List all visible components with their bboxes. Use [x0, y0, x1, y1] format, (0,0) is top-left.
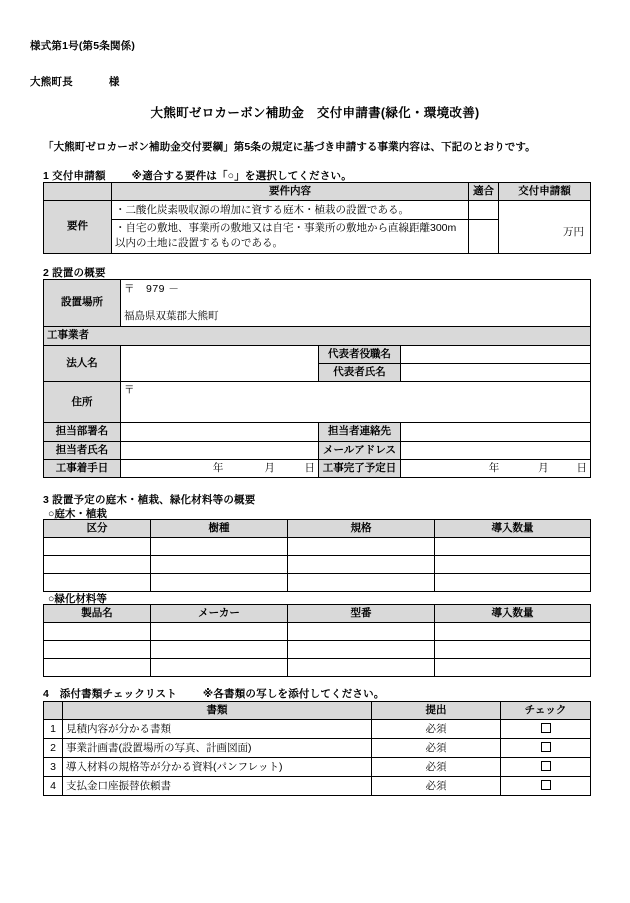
contact-label: 担当者連絡先 [319, 423, 401, 441]
end-date-year: 年 [488, 461, 500, 474]
contact-field[interactable] [401, 423, 591, 441]
checklist-index: 3 [44, 758, 63, 777]
table-row [44, 605, 591, 623]
dept-field[interactable] [121, 423, 319, 441]
section4-note: ※各書類の写しを添付してください。 [202, 688, 385, 700]
checklist-checkbox[interactable] [501, 720, 591, 739]
plants-cell[interactable] [44, 556, 151, 574]
plants-cell[interactable] [435, 574, 591, 592]
checklist-submission: 必須 [372, 758, 501, 777]
plants-col-species: 樹種 [151, 520, 288, 538]
table-row [44, 459, 591, 477]
checklist-checkbox[interactable] [501, 777, 591, 796]
addressee-honorific: 様 [108, 76, 120, 88]
table-row [44, 441, 591, 459]
conform-cell-2[interactable] [469, 220, 499, 253]
checklist-document: 導入材料の規格等が分かる資料(パンフレット) [63, 758, 372, 777]
materials-cell[interactable] [288, 623, 435, 641]
section2-title: 2 設置の概要 [43, 267, 106, 279]
section1-heading [43, 168, 352, 183]
section1-table [43, 182, 591, 254]
materials-cell[interactable] [288, 641, 435, 659]
requirement-1: ・二酸化炭素吸収源の増加に資する庭木・植栽の設置である。 [112, 201, 469, 220]
start-date-field[interactable] [121, 459, 319, 477]
section4-checklist-table [43, 701, 591, 796]
checklist-col-submission: 提出 [372, 702, 501, 720]
rep-name-field[interactable] [401, 364, 591, 382]
lead-paragraph: 「大熊町ゼロカーボン補助金交付要綱」第5条の規定に基づき申請する事業内容は、下記のとおりです。 [43, 141, 536, 153]
plants-cell[interactable] [151, 538, 288, 556]
corp-name-label: 法人名 [44, 346, 121, 382]
person-label: 担当者氏名 [44, 441, 121, 459]
table-row [44, 777, 591, 796]
section4-heading [43, 686, 385, 701]
checkbox-icon[interactable] [541, 780, 551, 790]
checklist-index: 1 [44, 720, 63, 739]
section3-title: 3 設置予定の庭木・植栽、緑化材料等の概要 [43, 494, 256, 506]
start-date-year: 年 [212, 461, 224, 474]
corp-name-field[interactable] [121, 346, 319, 382]
addressee-name: 大熊町長 [30, 76, 73, 88]
plants-cell[interactable] [151, 556, 288, 574]
amount-cell[interactable] [499, 201, 591, 253]
table-row [44, 659, 591, 677]
section2-heading [43, 265, 106, 280]
materials-cell[interactable] [151, 623, 288, 641]
section3-plants-table [43, 519, 591, 592]
table-row [44, 423, 591, 441]
materials-cell[interactable] [44, 623, 151, 641]
table-row [44, 720, 591, 739]
checklist-submission: 必須 [372, 739, 501, 758]
rep-title-field[interactable] [401, 346, 591, 364]
materials-cell[interactable] [151, 659, 288, 677]
checklist-document: 事業計画書(設置場所の写真、計画図面) [63, 739, 372, 758]
section4-title: 4 添付書類チェックリスト [43, 688, 177, 700]
page-title: 大熊町ゼロカーボン補助金 交付申請書(緑化・環境改善) [150, 106, 480, 120]
checkbox-icon[interactable] [541, 742, 551, 752]
table-row [44, 758, 591, 777]
table-row [44, 702, 591, 720]
location-zip: 〒 979 － [124, 283, 180, 295]
checklist-submission: 必須 [372, 777, 501, 796]
checklist-col-document: 書類 [63, 702, 372, 720]
table-row [44, 346, 591, 364]
section1-row-label: 要件 [44, 201, 112, 253]
section3-sub1-heading: ○庭木・植栽 [48, 508, 107, 520]
table-row [44, 739, 591, 758]
rep-name-label: 代表者氏名 [319, 364, 401, 382]
person-field[interactable] [121, 441, 319, 459]
plants-col-category: 区分 [44, 520, 151, 538]
table-row [44, 183, 591, 201]
checklist-document: 見積内容が分かる書類 [63, 720, 372, 739]
section1-col-conform: 適合 [469, 183, 499, 201]
section3-materials-table [43, 604, 591, 677]
amount-unit: 万円 [563, 226, 584, 239]
plants-cell[interactable] [151, 574, 288, 592]
section1-col-content: 要件内容 [112, 183, 469, 201]
plants-cell[interactable] [288, 556, 435, 574]
plants-cell[interactable] [435, 556, 591, 574]
section1-title: 1 交付申請額 [43, 170, 106, 182]
address-field[interactable] [121, 382, 591, 423]
end-date-month: 月 [538, 461, 549, 474]
location-value[interactable] [121, 280, 591, 327]
materials-cell[interactable] [151, 641, 288, 659]
table-row [44, 538, 591, 556]
checkbox-icon[interactable] [541, 761, 551, 771]
end-date-day: 日 [576, 461, 588, 474]
checklist-index: 4 [44, 777, 63, 796]
email-label: メールアドレス [319, 441, 401, 459]
conform-cell-1[interactable] [469, 201, 499, 220]
rep-title-label: 代表者役職名 [319, 346, 401, 364]
table-row [44, 623, 591, 641]
table-row [44, 327, 591, 346]
start-date-day: 日 [304, 461, 315, 474]
start-date-label: 工事着手日 [44, 459, 121, 477]
address-label: 住所 [44, 382, 121, 423]
checklist-document: 支払金口座振替依頼書 [63, 777, 372, 796]
section1-note: ※適合する要件は「○」を選択してください。 [131, 170, 352, 182]
plants-cell[interactable] [435, 538, 591, 556]
plants-cell[interactable] [44, 538, 151, 556]
plants-cell[interactable] [44, 574, 151, 592]
plants-col-spec: 規格 [288, 520, 435, 538]
start-date-month: 月 [264, 461, 275, 474]
materials-cell[interactable] [44, 641, 151, 659]
contractor-header: 工事業者 [44, 327, 591, 346]
addressee-line [30, 74, 120, 89]
table-row [44, 201, 591, 220]
section2-table [43, 279, 591, 478]
plants-col-quantity: 導入数量 [435, 520, 591, 538]
materials-col-product: 製品名 [44, 605, 151, 623]
checkbox-icon[interactable] [541, 723, 551, 733]
end-date-label: 工事完了予定日 [319, 459, 401, 477]
materials-col-quantity: 導入数量 [435, 605, 591, 623]
requirement-2: ・自宅の敷地、事業所の敷地又は自宅・事業所の敷地から直線距離300m以内の土地に設置するものである。 [112, 220, 469, 253]
location-address: 福島県双葉郡大熊町 [124, 310, 219, 323]
materials-cell[interactable] [44, 659, 151, 677]
checklist-index: 2 [44, 739, 63, 758]
plants-cell[interactable] [288, 574, 435, 592]
materials-cell[interactable] [435, 623, 591, 641]
end-date-field[interactable] [401, 459, 591, 477]
materials-col-model: 型番 [288, 605, 435, 623]
address-zip-mark: 〒 [124, 384, 135, 397]
checklist-col-index [44, 702, 63, 720]
materials-cell[interactable] [288, 659, 435, 677]
materials-cell[interactable] [435, 641, 591, 659]
materials-col-maker: メーカー [151, 605, 288, 623]
table-row [44, 382, 591, 423]
plants-cell[interactable] [288, 538, 435, 556]
materials-cell[interactable] [435, 659, 591, 677]
table-row [44, 556, 591, 574]
section1-col-amount: 交付申請額 [499, 183, 591, 201]
dept-label: 担当部署名 [44, 423, 121, 441]
checklist-submission: 必須 [372, 720, 501, 739]
email-field[interactable] [401, 441, 591, 459]
checklist-checkbox[interactable] [501, 739, 591, 758]
checklist-checkbox[interactable] [501, 758, 591, 777]
table-row [44, 574, 591, 592]
table-row [44, 280, 591, 327]
table-row [44, 520, 591, 538]
table-row [44, 641, 591, 659]
section3-sub2-heading: ○緑化材料等 [48, 593, 107, 605]
section3-heading [43, 492, 255, 507]
checklist-col-check: チェック [501, 702, 591, 720]
form-number: 様式第1号(第5条関係) [30, 40, 136, 52]
location-label: 設置場所 [44, 280, 121, 327]
section1-col-blank [44, 183, 112, 201]
